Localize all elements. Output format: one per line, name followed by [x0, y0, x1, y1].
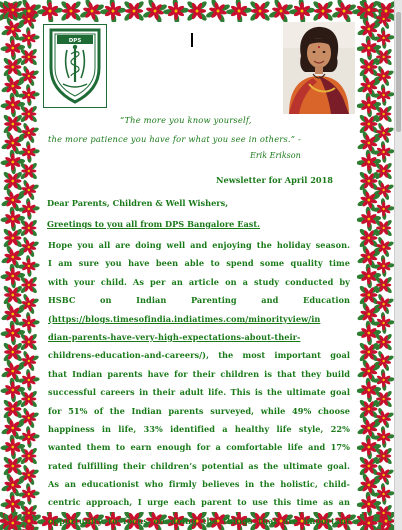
poinsettia-icon: [374, 390, 392, 408]
salutation: Dear Parents, Children & Well Wishers,: [47, 198, 229, 208]
poinsettia-icon: [20, 105, 38, 123]
body-line: [48, 461, 350, 479]
poinsettia-icon: [20, 219, 38, 237]
poinsettia-icon: [374, 219, 392, 237]
poinsettia-icon: [163, 0, 189, 22]
poinsettia-icon: [289, 0, 315, 22]
poinsettia-icon: [123, 0, 145, 22]
body-line-text: for 51% of the Indian parents surveyed, while 49% choose: [48, 405, 350, 416]
poinsettia-icon: [358, 0, 379, 20]
poinsettia-icon: [374, 447, 392, 465]
article-link-text[interactable]: dian-parents-have-very-high-expectations-about-their-: [48, 331, 301, 342]
body-line-text: HSBC on Indian Parenting and Education: [48, 295, 350, 306]
body-line: [48, 424, 350, 442]
newsletter-title: Newsletter for April 2018: [216, 175, 334, 185]
text-cursor: [191, 33, 193, 47]
poinsettia-icon: [226, 0, 252, 22]
body-line: [48, 314, 350, 332]
body-line: [48, 479, 350, 497]
poinsettia-icon: [60, 0, 82, 22]
body-line-text: opportunity to focus on doing the things that are important: [48, 515, 350, 526]
body-line-text: rated fulfilling their children’s potential as the ultimate goal.: [48, 460, 350, 471]
poinsettia-icon: [20, 447, 38, 465]
body-line-text: Hope you all are doing well and enjoying the holiday season.: [48, 240, 350, 250]
poinsettia-border-top: [0, 0, 394, 22]
poinsettia-icon: [100, 0, 126, 22]
body-line-text: with your child. As per an article on a study conducted by: [48, 276, 350, 287]
poinsettia-icon: [20, 276, 38, 294]
poinsettia-icon: [20, 162, 38, 180]
quote-line-2: the more patience you have for what you see in others.” -: [48, 134, 302, 144]
poinsettia-icon: [374, 276, 392, 294]
body-line: [48, 387, 350, 405]
body-line-text: centric approach, I urge each parent to use this time as an: [48, 497, 350, 508]
poinsettia-icon: [249, 0, 271, 22]
poinsettia-border-left: [0, 0, 40, 530]
body-line: [48, 277, 350, 295]
poinsettia-icon: [20, 504, 38, 522]
body-line: [48, 406, 350, 424]
scrollbar-thumb[interactable]: [396, 12, 401, 132]
poinsettia-icon: [37, 0, 63, 22]
body-line-text: I am sure you have been able to spend some quality time: [48, 258, 350, 269]
poinsettia-icon: [374, 48, 392, 66]
body-line: [48, 240, 350, 258]
quote-author: Erik Erikson: [250, 151, 301, 160]
body-line-text: wanted them to earn enough for a comfortable life and 17%: [48, 442, 350, 453]
principal-photo: [283, 22, 355, 114]
body-line-text: happiness in life, 33% identified a healthy life style, 22%: [48, 423, 350, 434]
poinsettia-icon: [374, 162, 392, 180]
body-line: [48, 497, 350, 515]
vertical-scrollbar[interactable]: [394, 0, 402, 530]
body-paragraph: [48, 240, 350, 530]
poinsettia-border-right: [357, 0, 394, 530]
quote-line-1: “The more you know yourself,: [120, 115, 252, 125]
article-link-text[interactable]: (https://blogs.timesofindia.indiatimes.com/minorityview/in: [48, 313, 321, 324]
body-line: [48, 369, 350, 387]
poinsettia-icon: [312, 0, 334, 22]
body-line: [48, 442, 350, 460]
body-line-text: As an educationist who firmly believes in the holistic, child-: [48, 479, 350, 490]
poinsettia-icon: [374, 333, 392, 351]
body-line: [48, 258, 350, 276]
poinsettia-icon: [374, 504, 392, 522]
poinsettia-icon: [186, 0, 208, 22]
greeting-line: Greetings to you all from DPS Bangalore East.: [47, 219, 261, 229]
poinsettia-icon: [2, 0, 23, 20]
body-line: [48, 516, 350, 530]
body-line: [48, 332, 350, 350]
body-line: [48, 295, 350, 313]
poinsettia-icon: [20, 333, 38, 351]
body-line-text: childrens-education-and-careers/), the most important goal: [48, 350, 350, 361]
body-line: [48, 350, 350, 368]
body-line-text: successful careers in their adult life. This is the ultimate goal: [48, 387, 350, 398]
crest-text: DPS: [68, 38, 82, 44]
poinsettia-icon: [20, 390, 38, 408]
body-line-text: that Indian parents have for their children is that they build: [48, 368, 350, 379]
poinsettia-icon: [20, 48, 38, 66]
school-crest-icon: [43, 24, 107, 108]
poinsettia-icon: [374, 105, 392, 123]
